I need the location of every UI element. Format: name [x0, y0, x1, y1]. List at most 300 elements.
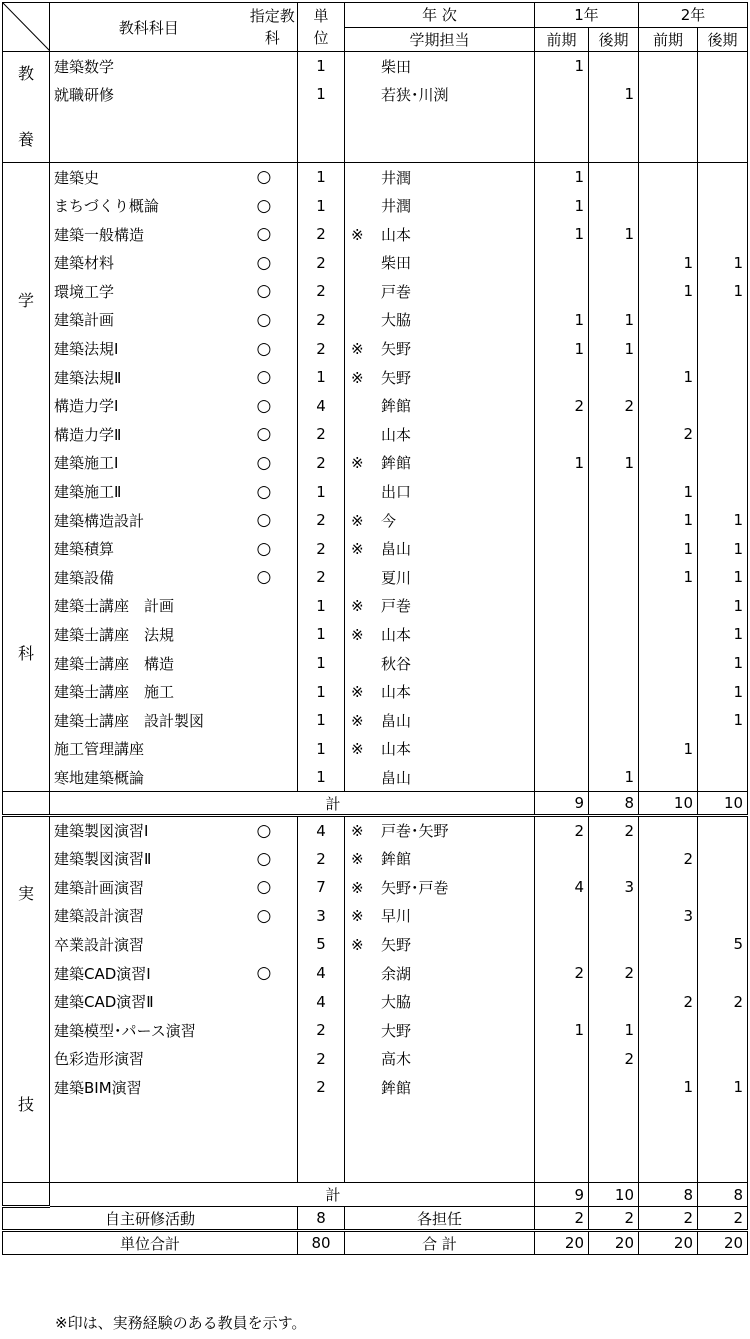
term-units	[535, 763, 589, 792]
header-y1-zenki: 前期	[535, 27, 589, 52]
designated-mark: ○	[256, 424, 272, 445]
empty-cell	[535, 109, 589, 136]
teacher-cell	[345, 620, 535, 649]
teacher-name: 戸巻	[381, 282, 412, 301]
practical-mark: ※	[351, 683, 364, 702]
term-units	[535, 649, 589, 678]
header-subject: 教科科目	[50, 3, 248, 52]
subject-row	[3, 534, 748, 563]
grand-total-row-value: 20	[589, 1231, 639, 1255]
term-units: 3	[639, 902, 698, 931]
term-units	[589, 677, 639, 706]
teacher-name: 矢野･戸巻	[381, 878, 449, 897]
designated-mark	[248, 763, 298, 792]
unit-count: 2	[298, 1016, 345, 1045]
designated-mark	[248, 649, 298, 678]
teacher-cell	[345, 306, 535, 335]
subtotal-value: 10	[589, 1183, 639, 1207]
header-y1-kouki: 後期	[589, 27, 639, 52]
term-units	[698, 902, 748, 931]
teacher-cell	[345, 506, 535, 535]
subject-row	[3, 987, 748, 1016]
term-units	[639, 763, 698, 792]
empty-cell	[345, 109, 535, 136]
term-units: 1	[589, 334, 639, 363]
term-units: 1	[589, 306, 639, 335]
subject-name: 建築施工Ⅰ	[54, 454, 119, 473]
term-units	[698, 1016, 748, 1045]
unit-count: 4	[298, 987, 345, 1016]
subject-name: 建築史	[54, 168, 100, 187]
self-study-row	[3, 1207, 748, 1231]
term-units	[698, 477, 748, 506]
subtotal-row	[3, 1183, 748, 1207]
unit-count: 5	[298, 930, 345, 959]
term-units: 1	[698, 649, 748, 678]
term-units	[535, 620, 589, 649]
subject-name: 建築設計演習	[54, 907, 145, 926]
subject-name: 建築一般構造	[54, 225, 145, 244]
term-units	[639, 1016, 698, 1045]
self-study-row-value: 2	[589, 1207, 639, 1231]
subject-name: 建築士講座 構造	[54, 654, 175, 673]
empty-cell	[248, 136, 298, 163]
subject-row	[3, 277, 748, 306]
subject-row	[3, 191, 748, 220]
unit-count: 1	[298, 191, 345, 220]
designated-mark: ○	[256, 820, 272, 841]
header-designated: 指定教科	[248, 3, 298, 52]
subject-name: 建築積算	[54, 540, 115, 559]
term-units	[535, 735, 589, 764]
teacher-name: 矢野	[381, 340, 412, 359]
subject-name: 建築模型･パース演習	[54, 1021, 196, 1040]
empty-row	[3, 1129, 748, 1156]
designated-mark: ○	[256, 309, 272, 330]
category-cell	[3, 816, 50, 1183]
unit-count: 2	[298, 534, 345, 563]
teacher-cell	[345, 959, 535, 988]
subtotal-label: 計	[50, 1183, 345, 1207]
empty-cell	[589, 1156, 639, 1183]
teacher-cell	[345, 248, 535, 277]
subject-name: 建築士講座 設計製図	[54, 711, 205, 730]
term-units: 1	[698, 677, 748, 706]
term-units	[589, 592, 639, 621]
unit-count: 2	[298, 306, 345, 335]
term-units: 1	[698, 534, 748, 563]
term-units	[535, 930, 589, 959]
empty-cell	[298, 1102, 345, 1129]
empty-cell	[639, 1129, 698, 1156]
term-units	[589, 363, 639, 392]
term-units	[698, 80, 748, 109]
teacher-cell	[345, 1016, 535, 1045]
term-units: 2	[639, 844, 698, 873]
term-units	[535, 902, 589, 931]
term-units: 2	[589, 391, 639, 420]
designated-mark	[248, 620, 298, 649]
term-units	[698, 306, 748, 335]
term-units	[698, 163, 748, 192]
teacher-name: 山本	[381, 740, 412, 759]
empty-cell	[535, 1156, 589, 1183]
teacher-name: 秋谷	[381, 654, 412, 673]
header-y2-kouki: 後期	[698, 27, 748, 52]
teacher-cell	[345, 363, 535, 392]
subtotal-value: 8	[589, 792, 639, 816]
teacher-name: 戸巻･矢野	[381, 822, 449, 841]
empty-cell	[345, 1102, 535, 1129]
practical-mark: ※	[351, 850, 364, 869]
teacher-name: 出口	[381, 483, 412, 502]
empty-cell	[248, 1102, 298, 1129]
subtotal-category-blank	[3, 792, 50, 816]
subject-name: 建築法規Ⅱ	[54, 368, 122, 387]
subject-row	[3, 873, 748, 902]
term-units	[589, 706, 639, 735]
teacher-cell	[345, 873, 535, 902]
term-units: 1	[698, 563, 748, 592]
teacher-name: 大野	[381, 1021, 412, 1040]
term-units: 1	[698, 277, 748, 306]
category-cell	[3, 52, 50, 163]
grand-total-row-label: 単位合計	[3, 1231, 298, 1255]
term-units	[589, 191, 639, 220]
teacher-name: 今	[381, 511, 397, 530]
practical-mark: ※	[351, 711, 364, 730]
teacher-cell	[345, 191, 535, 220]
empty-row	[3, 1156, 748, 1183]
teacher-name: 余湖	[381, 964, 412, 983]
designated-mark: ○	[256, 567, 272, 588]
teacher-cell	[345, 677, 535, 706]
empty-cell	[248, 1156, 298, 1183]
empty-cell	[698, 1156, 748, 1183]
empty-cell	[535, 1102, 589, 1129]
term-units	[698, 873, 748, 902]
term-units: 2	[589, 816, 639, 845]
empty-cell	[698, 1102, 748, 1129]
designated-mark: ○	[256, 395, 272, 416]
term-units	[589, 735, 639, 764]
subject-row	[3, 334, 748, 363]
empty-cell	[248, 109, 298, 136]
term-units	[535, 706, 589, 735]
unit-count: 1	[298, 706, 345, 735]
term-units: 1	[639, 477, 698, 506]
term-units	[589, 844, 639, 873]
teacher-cell	[345, 1045, 535, 1074]
term-units	[698, 763, 748, 792]
unit-count: 1	[298, 649, 345, 678]
self-study-row-value: 2	[535, 1207, 589, 1231]
term-units	[535, 1073, 589, 1102]
unit-count: 2	[298, 334, 345, 363]
unit-count: 3	[298, 902, 345, 931]
empty-cell	[589, 136, 639, 163]
designated-mark: ○	[256, 167, 272, 188]
term-units: 2	[535, 391, 589, 420]
term-units	[698, 816, 748, 845]
term-units	[589, 506, 639, 535]
term-units	[589, 277, 639, 306]
subject-row	[3, 391, 748, 420]
subject-row	[3, 735, 748, 764]
subject-row	[3, 706, 748, 735]
teacher-name: 矢野	[381, 368, 412, 387]
teacher-name: 鉾館	[381, 454, 412, 473]
teacher-cell	[345, 592, 535, 621]
grand-total-row-value: 20	[698, 1231, 748, 1255]
teacher-cell	[345, 649, 535, 678]
unit-count: 2	[298, 506, 345, 535]
practical-mark: ※	[351, 878, 364, 897]
term-units: 2	[698, 987, 748, 1016]
term-units	[639, 391, 698, 420]
term-units	[698, 844, 748, 873]
empty-row	[3, 109, 748, 136]
designated-mark	[248, 930, 298, 959]
designated-mark	[248, 706, 298, 735]
term-units	[639, 52, 698, 81]
self-study-row-teacher: 各担任	[345, 1207, 535, 1231]
empty-cell	[298, 109, 345, 136]
teacher-cell	[345, 930, 535, 959]
category-char: 教	[17, 64, 34, 84]
teacher-cell	[345, 477, 535, 506]
unit-count: 1	[298, 52, 345, 81]
empty-cell	[50, 1156, 248, 1183]
designated-mark	[248, 987, 298, 1016]
designated-mark: ○	[256, 281, 272, 302]
designated-mark	[248, 1045, 298, 1074]
empty-cell	[589, 1129, 639, 1156]
unit-count: 4	[298, 959, 345, 988]
designated-mark: ○	[256, 848, 272, 869]
teacher-name: 矢野	[381, 935, 412, 954]
empty-cell	[298, 1129, 345, 1156]
category-char: 実	[17, 884, 34, 904]
designated-mark: ○	[256, 905, 272, 926]
subject-name: 構造力学Ⅱ	[54, 425, 122, 444]
teacher-name: 柴田	[381, 57, 412, 76]
subject-name: まちづくり概論	[54, 197, 159, 216]
teacher-cell	[345, 763, 535, 792]
term-units: 2	[639, 420, 698, 449]
term-units	[639, 163, 698, 192]
self-study-row-unit: 8	[298, 1207, 345, 1231]
teacher-name: 大脇	[381, 993, 412, 1012]
designated-mark	[248, 735, 298, 764]
term-units: 3	[589, 873, 639, 902]
teacher-cell	[345, 163, 535, 192]
teacher-cell	[345, 735, 535, 764]
subject-name: 建築数学	[54, 57, 115, 76]
teacher-name: 若狭･川渕	[381, 85, 449, 104]
practical-mark: ※	[351, 625, 364, 644]
empty-cell	[698, 109, 748, 136]
term-units	[535, 80, 589, 109]
term-units	[639, 959, 698, 988]
teacher-name: 畠山	[381, 768, 412, 787]
term-units: 1	[698, 1073, 748, 1102]
practical-mark: ※	[351, 907, 364, 926]
term-units: 1	[639, 506, 698, 535]
term-units	[639, 80, 698, 109]
teacher-name: 鉾館	[381, 1078, 412, 1097]
designated-mark	[248, 592, 298, 621]
term-units	[698, 363, 748, 392]
term-units: 1	[589, 763, 639, 792]
designated-mark: ○	[256, 195, 272, 216]
empty-cell	[698, 136, 748, 163]
subject-row	[3, 592, 748, 621]
subject-name: 建築CAD演習Ⅰ	[54, 964, 151, 983]
designated-mark: ○	[256, 481, 272, 502]
subject-name: 建築士講座 法規	[54, 625, 175, 644]
practical-mark: ※	[351, 511, 364, 530]
term-units	[589, 163, 639, 192]
unit-count: 2	[298, 220, 345, 249]
subject-row	[3, 220, 748, 249]
empty-cell	[535, 136, 589, 163]
subject-name: 構造力学Ⅰ	[54, 397, 119, 416]
term-units: 1	[535, 220, 589, 249]
designated-mark: ○	[256, 963, 272, 984]
term-units	[535, 1045, 589, 1074]
unit-count: 1	[298, 763, 345, 792]
term-units	[535, 420, 589, 449]
term-units: 1	[535, 163, 589, 192]
term-units: 1	[535, 52, 589, 81]
term-units	[698, 1045, 748, 1074]
subject-name: 建築構造設計	[54, 511, 145, 530]
practical-mark: ※	[351, 597, 364, 616]
subtotal-blank	[345, 1183, 535, 1207]
grand-total-row	[3, 1231, 748, 1255]
subject-row	[3, 902, 748, 931]
term-units: 1	[589, 80, 639, 109]
term-units	[535, 563, 589, 592]
self-study-row-value: 2	[698, 1207, 748, 1231]
teacher-cell	[345, 563, 535, 592]
term-units	[639, 449, 698, 478]
term-units	[589, 248, 639, 277]
subtotal-row	[3, 792, 748, 816]
teacher-cell	[345, 277, 535, 306]
header-year: 年 次	[345, 3, 535, 28]
unit-count: 2	[298, 277, 345, 306]
subject-row	[3, 816, 748, 845]
subject-name: 建築計画	[54, 311, 115, 330]
subject-name: 建築材料	[54, 254, 115, 273]
term-units	[535, 506, 589, 535]
unit-count: 1	[298, 363, 345, 392]
subtotal-value: 10	[639, 792, 698, 816]
term-units: 1	[698, 248, 748, 277]
empty-cell	[298, 1156, 345, 1183]
subtotal-label: 計	[50, 792, 345, 816]
term-units: 1	[639, 248, 698, 277]
subject-row	[3, 163, 748, 192]
teacher-cell	[345, 816, 535, 845]
term-units	[698, 52, 748, 81]
practical-mark: ※	[351, 340, 364, 359]
empty-cell	[345, 1129, 535, 1156]
subject-name: 建築法規Ⅰ	[54, 340, 119, 359]
category-char: 養	[17, 130, 34, 150]
teacher-cell	[345, 902, 535, 931]
subtotal-value: 9	[535, 792, 589, 816]
term-units	[639, 930, 698, 959]
term-units: 2	[589, 959, 639, 988]
designated-mark: ○	[256, 224, 272, 245]
subject-row	[3, 477, 748, 506]
unit-count: 7	[298, 873, 345, 902]
header-unit: 単位	[298, 3, 345, 52]
subtotal-category-blank	[3, 1183, 50, 1207]
subject-row	[3, 506, 748, 535]
empty-cell	[535, 1129, 589, 1156]
subject-row	[3, 1045, 748, 1074]
header-year1: 1年	[535, 3, 639, 28]
teacher-cell	[345, 844, 535, 873]
empty-row	[3, 1102, 748, 1129]
practical-mark: ※	[351, 454, 364, 473]
empty-cell	[50, 136, 248, 163]
designated-mark	[248, 52, 298, 81]
footnote: ※印は、実務経験のある教員を示す。	[55, 1314, 307, 1332]
term-units	[639, 334, 698, 363]
empty-cell	[50, 109, 248, 136]
subject-row	[3, 844, 748, 873]
term-units: 1	[535, 191, 589, 220]
corner-cell	[3, 3, 50, 52]
subject-row	[3, 677, 748, 706]
term-units: 1	[535, 306, 589, 335]
term-units	[535, 534, 589, 563]
category-char: 科	[17, 643, 34, 663]
term-units	[639, 1045, 698, 1074]
designated-mark: ○	[256, 452, 272, 473]
teacher-name: 畠山	[381, 711, 412, 730]
empty-cell	[345, 136, 535, 163]
subject-row	[3, 620, 748, 649]
subject-name: 寒地建築概論	[54, 768, 145, 787]
grand-total-row-unit: 80	[298, 1231, 345, 1255]
subtotal-value: 8	[698, 1183, 748, 1207]
term-units: 4	[535, 873, 589, 902]
term-units	[535, 677, 589, 706]
designated-mark: ○	[256, 367, 272, 388]
term-units: 2	[589, 1045, 639, 1074]
term-units: 1	[535, 1016, 589, 1045]
teacher-cell	[345, 391, 535, 420]
term-units: 1	[698, 592, 748, 621]
subject-row	[3, 52, 748, 81]
term-units	[639, 649, 698, 678]
teacher-cell	[345, 80, 535, 109]
subject-name: 建築士講座 施工	[54, 683, 175, 702]
teacher-name: 畠山	[381, 540, 412, 559]
term-units	[698, 220, 748, 249]
term-units: 2	[535, 816, 589, 845]
grand-total-row-value: 20	[535, 1231, 589, 1255]
practical-mark: ※	[351, 822, 364, 841]
empty-cell	[589, 109, 639, 136]
teacher-name: 高木	[381, 1050, 412, 1069]
